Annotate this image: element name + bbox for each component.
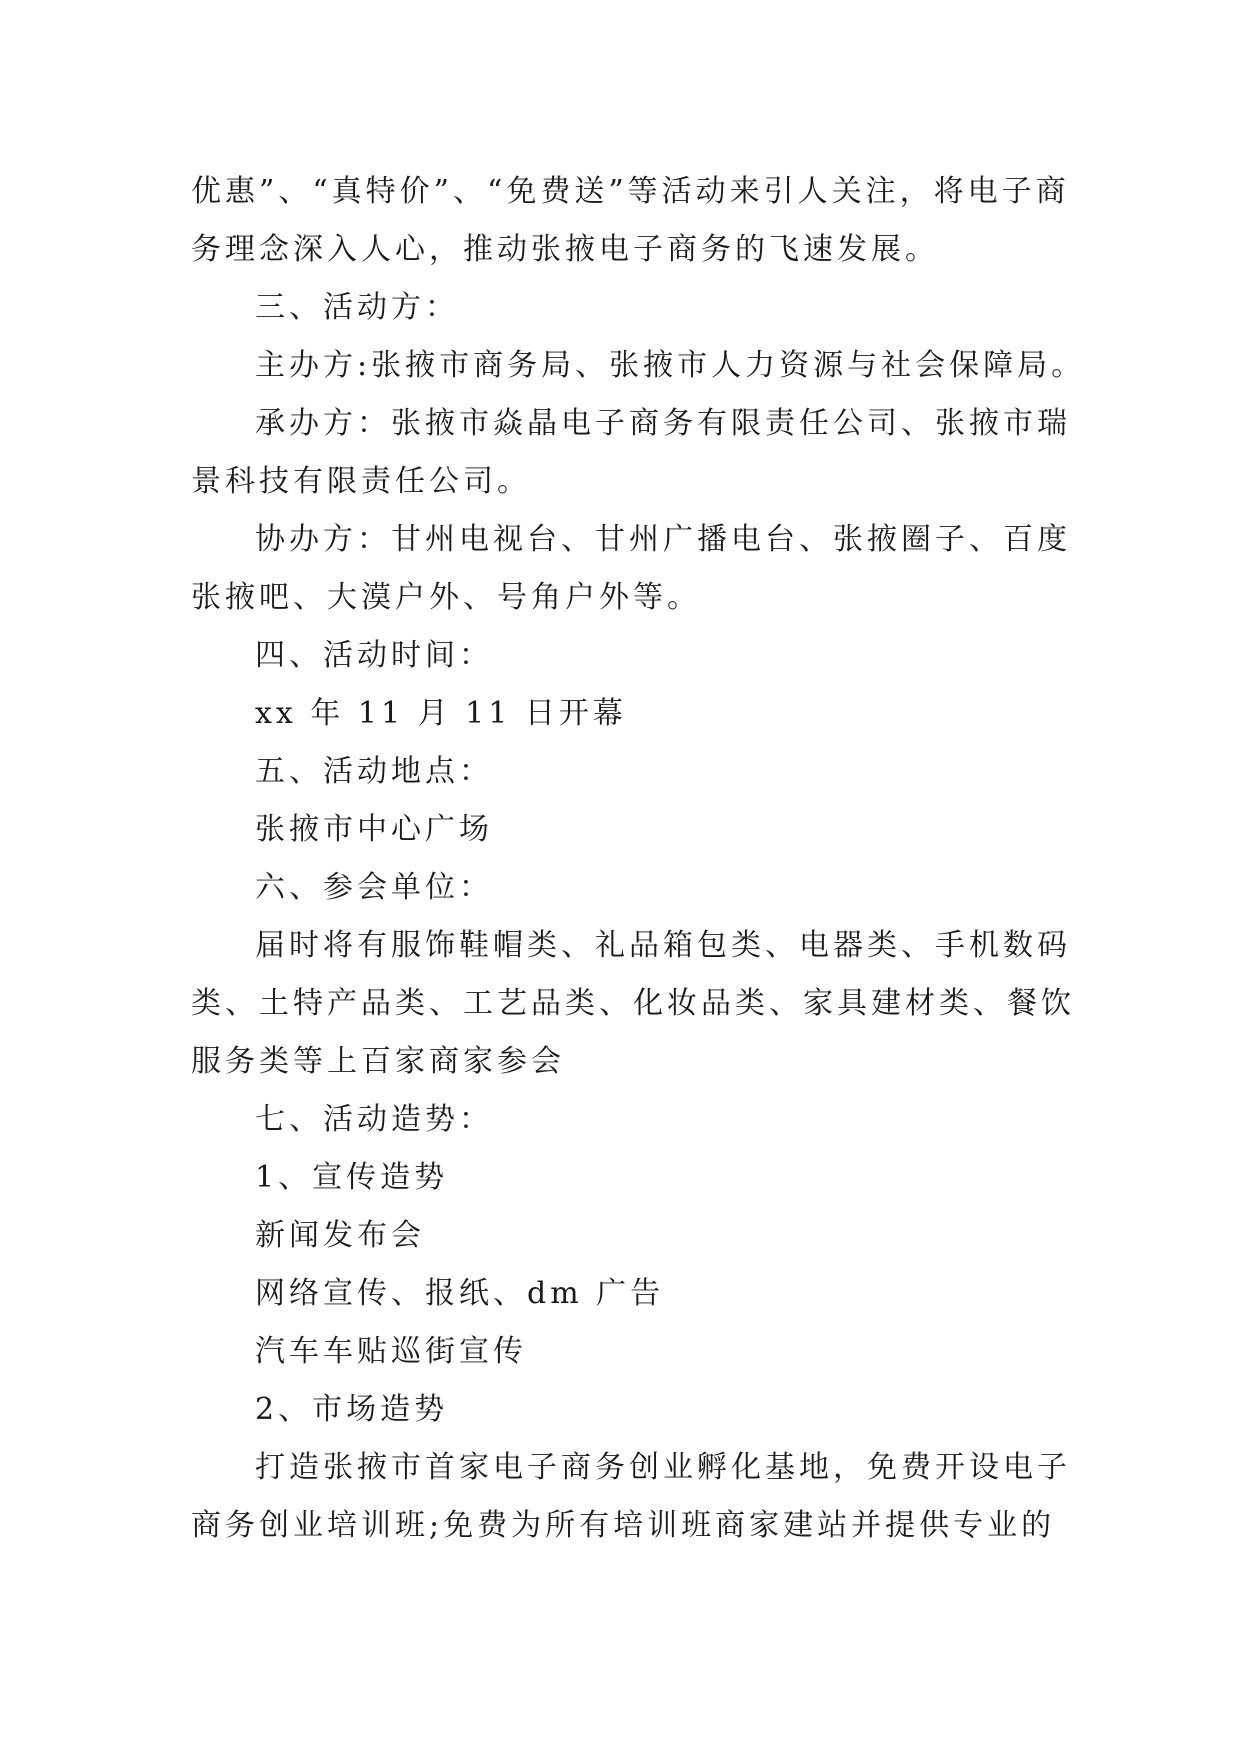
paragraph-line: 景科技有限责任公司。: [191, 464, 531, 499]
paragraph-line: 张掖吧、大漠户外、号角户外等。: [191, 580, 701, 615]
paragraph-line: 届时将有服饰鞋帽类、礼品箱包类、电器类、手机数码: [255, 928, 1071, 963]
section-heading: 六、参会单位：: [255, 870, 493, 905]
paragraph-line: 汽车车贴巡街宣传: [255, 1334, 527, 1369]
document-body: [191, 163, 1086, 1555]
paragraph-line: 类、土特产品类、工艺品类、化妆品类、家具建材类、餐饮: [191, 986, 1075, 1021]
paragraph-line: 服务类等上百家商家参会: [191, 1044, 565, 1079]
section-heading: 五、活动地点：: [255, 754, 493, 789]
paragraph-line: 承办方：张掖市焱晶电子商务有限责任公司、张掖市瑞: [255, 406, 1071, 441]
sub-heading: 2、市场造势: [255, 1392, 449, 1427]
paragraph-line: 务理念深入人心，推动张掖电子商务的飞速发展。: [191, 232, 939, 267]
paragraph-line: 协办方：甘州电视台、甘州广播电台、张掖圈子、百度: [255, 522, 1071, 557]
paragraph-line: 网络宣传、报纸、dm 广告: [255, 1276, 665, 1311]
section-heading: 四、活动时间：: [255, 638, 493, 673]
paragraph-line: 优惠”、“真特价”、“免费送”等活动来引人关注，将电子商: [191, 174, 1070, 209]
paragraph-line: 商务创业培训班;免费为所有培训班商家建站并提供专业的: [191, 1508, 1056, 1543]
paragraph-line: 张掖市中心广场: [255, 812, 493, 847]
section-heading: 三、活动方：: [255, 290, 459, 325]
paragraph-line: xx 年 11 月 11 日开幕: [255, 696, 627, 731]
sub-heading: 1、宣传造势: [255, 1160, 449, 1195]
paragraph-line: 主办方:张掖市商务局、张掖市人力资源与社会保障局。: [255, 348, 1086, 383]
section-heading: 七、活动造势：: [255, 1102, 493, 1137]
paragraph-line: 打造张掖市首家电子商务创业孵化基地，免费开设电子: [255, 1450, 1071, 1485]
paragraph-line: 新闻发布会: [255, 1218, 425, 1253]
